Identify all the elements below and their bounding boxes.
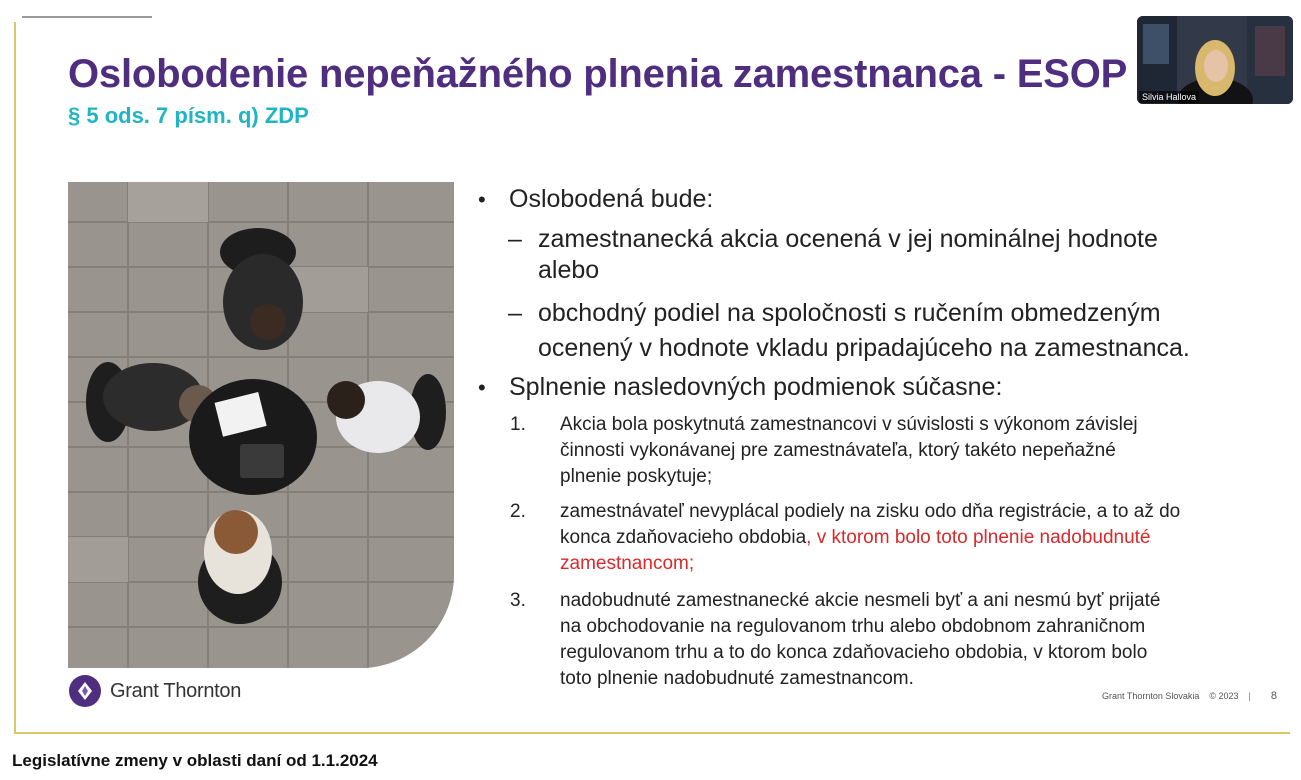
highlighted-text: zamestnancom; bbox=[560, 553, 695, 574]
item-text: Akcia bola poskytnutá zamestnancovi v súvislosti s výkonom závislej bbox=[560, 414, 1138, 435]
item-text: regulovanom trhu a to do konca zdaňovacieho obdobia, v ktorom bolo bbox=[560, 642, 1148, 663]
sub-text: ocenený v hodnote vkladu pripadajúceho na zamestnanca. bbox=[538, 334, 1190, 362]
item-text: na obchodovanie na regulovanom trhu alebo obdobnom zahraničnom bbox=[560, 616, 1146, 637]
item-text: toto plnenie nadobudnuté zamestnancom. bbox=[560, 668, 914, 689]
item-text: nadobudnuté zamestnanecké akcie nesmeli byť a ani nesmú byť prijaté bbox=[560, 590, 1161, 611]
item-number: 3. bbox=[510, 590, 526, 611]
item-number: 2. bbox=[510, 501, 526, 522]
bullet-text: Oslobodená bude: bbox=[509, 185, 714, 213]
dash-marker: – bbox=[508, 299, 522, 327]
page-number: 8 bbox=[1270, 690, 1277, 702]
webcam-tile[interactable] bbox=[1137, 16, 1293, 104]
grant-thornton-logo bbox=[68, 674, 241, 708]
meeting-photo bbox=[68, 182, 454, 668]
logo-text: Grant Thornton bbox=[110, 679, 242, 702]
slide-footer bbox=[1102, 690, 1277, 702]
dash-marker: – bbox=[508, 225, 522, 253]
logo-icon bbox=[68, 674, 102, 708]
bullet-dot: • bbox=[478, 375, 486, 400]
item-number: 1. bbox=[510, 414, 526, 435]
footer-company: Grant Thornton Slovakia bbox=[1101, 691, 1200, 701]
bullet-text: Splnenie nasledovných podmienok súčasne: bbox=[509, 373, 1003, 401]
footer-separator: | bbox=[1248, 691, 1251, 701]
item-text-part: konca zdaňovacieho obdobia bbox=[560, 527, 807, 548]
sub-text: alebo bbox=[538, 256, 600, 284]
slide-subtitle: § 5 ods. 7 písm. q) ZDP bbox=[68, 103, 309, 128]
item-text bbox=[560, 525, 1286, 551]
sub-text: obchodný podiel na spoločnosti s ručením obmedzeným bbox=[538, 299, 1161, 327]
footer-year: © 2023 bbox=[1209, 691, 1239, 701]
video-title: Legislatívne zmeny v oblasti daní od 1.1.2024 bbox=[12, 751, 378, 770]
top-progress-bar bbox=[22, 16, 152, 18]
slide-title: Oslobodenie nepeňažného plnenia zamestnanca - ESOP bbox=[68, 52, 1128, 96]
item-text: zamestnávateľ nevyplácal podiely na zisku odo dňa registrácie, a to až do bbox=[560, 501, 1181, 522]
highlighted-text: , v ktorom bolo toto plnenie nadobudnuté bbox=[806, 527, 1151, 548]
bullet-dot: • bbox=[478, 187, 486, 212]
participant-name: Silvia Hallova bbox=[1139, 91, 1199, 103]
sub-text: zamestnanecká akcia ocenená v jej nominálnej hodnote bbox=[538, 225, 1158, 253]
item-text: činnosti vykonávanej pre zamestnávateľa, ktorý takéto nepeňažné bbox=[560, 440, 1116, 461]
item-text: plnenie poskytuje; bbox=[560, 466, 713, 487]
